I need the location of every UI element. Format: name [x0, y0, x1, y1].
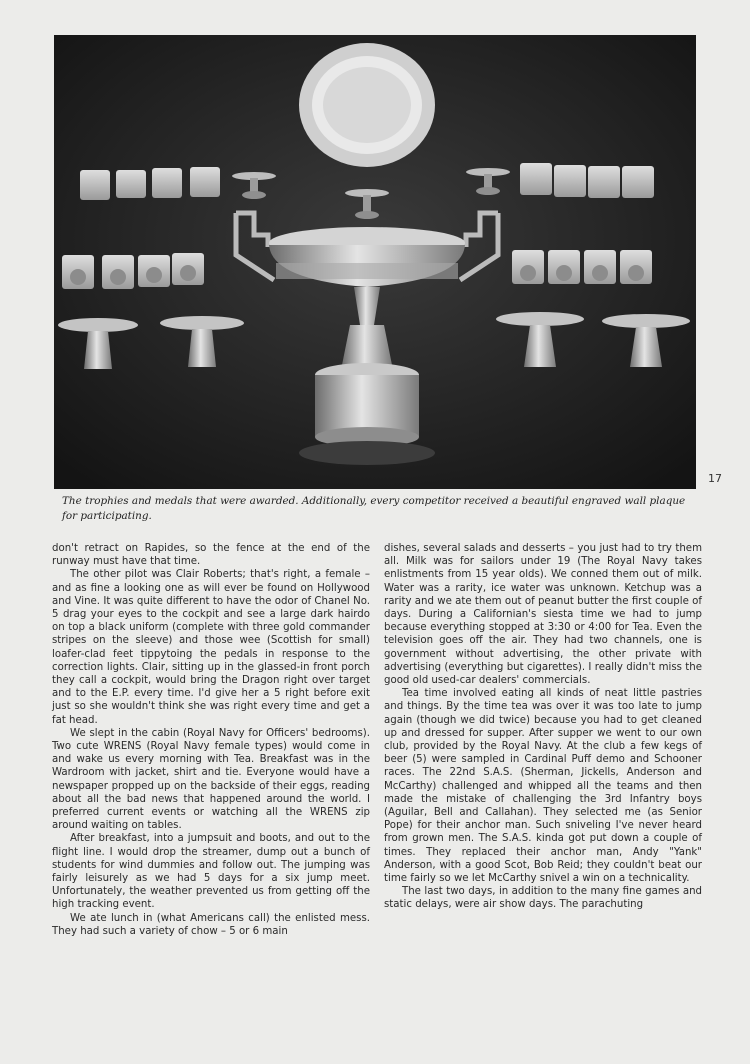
photo-caption: The trophies and medals that were awarded. Additionally, every competitor received a beautiful engraved wall plaque for participating.	[62, 495, 686, 522]
paragraph: We slept in the cabin (Royal Navy for Officers' bedrooms). Two cute WRENS (Royal Navy female types) would come in and wake us every morning with Tea. Breakfast was in the Wardroom with jacket, shirt and tie. Everyone would have a newspaper propped up on the backside of their eggs, reading about all the bad news that happened around the world. I preferred current events or watching all the WRENS zip around waiting on tables.	[52, 727, 370, 832]
page-number: 17	[708, 472, 722, 485]
paragraph: We ate lunch in (what Americans call) the enlisted mess. They had such a variety of chow – 5 or 6 main	[52, 912, 370, 937]
trophies-photo	[54, 35, 696, 489]
left-text-column	[52, 542, 370, 938]
right-text-column	[384, 542, 702, 912]
trophies-illustration	[54, 35, 696, 489]
paragraph: dishes, several salads and desserts – you just had to try them all. Milk was for sailors under 19 (The Royal Navy takes enlistments from 15 year olds). We conned them out of milk. Water was a rarity, ice water was unknown. Ketchup was a rarity and we ate them out of peanut butter the first couple of days. During a Californian's siesta time we had to jump because everything stopped at 3:30 or 4:00 for Tea. Even the television goes off the air. They had two channels, one is government without advertising, the other private with advertising (everything but cigarettes). I really didn't miss the good old used-car dealers' commercials.	[384, 543, 702, 687]
paragraph: The other pilot was Clair Roberts; that's right, a female – and as fine a looking one as will ever be found on Hollywood and Vine. It was quite different to have the odor of Chanel No. 5 drag your eyes to the cockpit and see a large dark hairdo on top a black uniform (complete with three gold commander stripes on the sleeve) and those wee (Scottish for small) loafer-clad feet tippytoing the pedals in response to the correction lights. Clair, sitting up in the glassed-in front porch they call a cockpit, would bring the Dragon right over target and to the E.P. every time. I'd give her a 5 right before exit just so she wouldn't think she was right every time and get a fat head.	[52, 569, 370, 726]
paragraph: Tea time involved eating all kinds of neat little pastries and things. By the time tea was over it was too late to jump again (though we did twice) because you had to get cleaned up and dressed for supper. After supper we went to our own club, provided by the Royal Navy. At the club a few kegs of beer (5) were sampled in Cardinal Puff demo and Schooner races. The 22nd S.A.S. (Sherman, Jickells, Anderson and McCarthy) challenged and whipped all the teams and then made the mistake of challenging the 3rd Infantry boys (Aguilar, Bell and Callahan). They selected me (as Senior Pope) for their anchor man. Such sniveling I've never heard from grown men. The S.A.S. kinda got put down a couple of times. They replaced their anchor man, Andy "Yank" Anderson, with a good Scot, Bob Reid; they couldn't beat our time fairly so we let McCarthy snivel a win on a technicality.	[384, 688, 702, 885]
paragraph: After breakfast, into a jumpsuit and boots, and out to the flight line. I would drop the streamer, dump out a bunch of students for wind dummies and follow out. The jumping was fairly leisurely as we had 5 days for a six jump meet. Unfortunately, the weather prevented us from getting off the high tracking event.	[52, 833, 370, 911]
platter-trophy	[299, 43, 435, 167]
paragraph: The last two days, in addition to the many fine games and static delays, were air show days. The parachuting	[384, 886, 702, 911]
paragraph: don't retract on Rapides, so the fence at the end of the runway must have that time.	[52, 543, 370, 568]
medal-boxes-mid-left	[62, 253, 204, 289]
